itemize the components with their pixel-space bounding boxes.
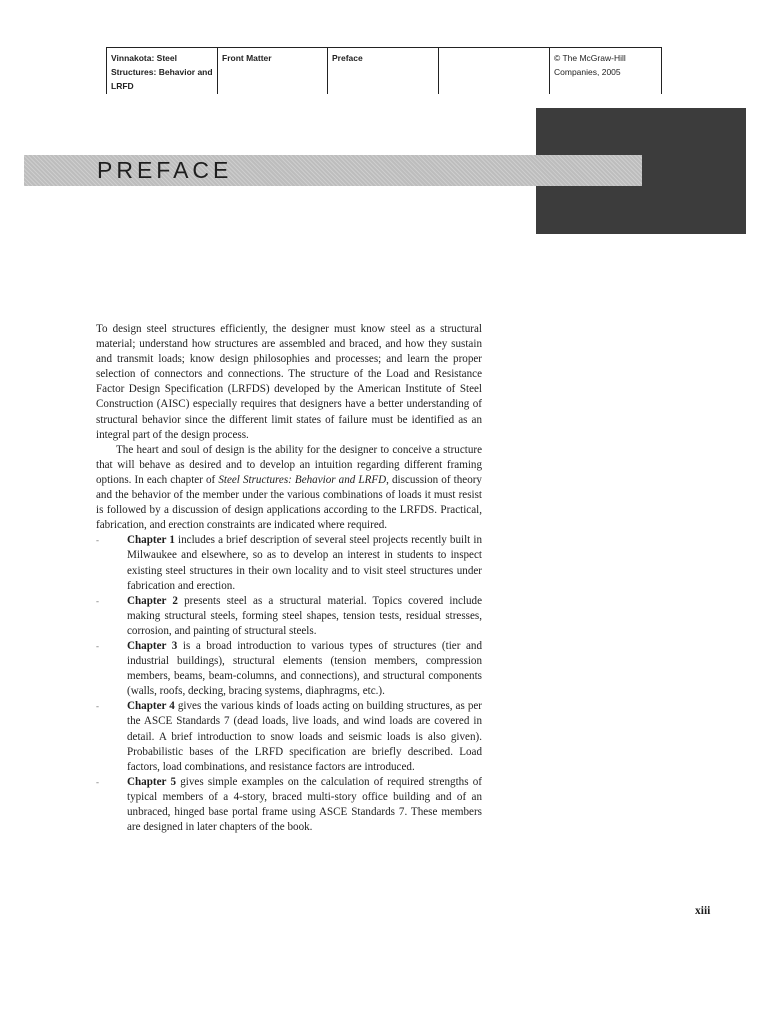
header-cell-section: Front Matter [217,48,327,94]
paragraph-intro [96,322,482,443]
header-cell-empty [438,48,549,94]
chapter-label: Chapter 1 [127,534,175,547]
list-item-chapter-4 [96,699,482,774]
list-item-chapter-1 [96,533,482,593]
book-title-italic: Steel Structures: Behavior and LRFD [218,473,387,486]
chapter-description: gives simple examples on the calculation of required strengths of typical members of a 4-story, braced multi-story office building and of an unbraced, hinged base portal frame using ASCE Standards 7. These members are designed in later chapters of the book. [127,775,482,834]
list-marker: - [96,701,99,712]
chapter-label: Chapter 5 [127,775,177,788]
page-title: PREFACE [97,157,233,183]
paragraph-text: To design steel structures efficiently, the designer must know steel as a structural material; understand how structures are assembled and braced, and how they sustain and transmit loads; know design philosophies and processes; and learn the proper selection of connectors and connections. The structure of the Load and Resistance Factor Design Specification (LRFDS) developed by the American Institute of Steel Construction (AISC) especially requires that designers have a better understanding of structural behavior since the different limit states of failure must be identified as an integral part of the design process. [96,323,482,441]
list-item-chapter-5 [96,775,482,835]
running-header [106,47,662,94]
header-cell-author-title: Vinnakota: Steel Structures: Behavior and LRFD [106,48,217,94]
list-marker: - [96,776,99,787]
title-band [24,155,642,186]
body-content [96,322,482,835]
paragraph-text: , discussion of theory and the behavior of the member under the various combinations of loads it must resist is followed by a discussion of design applications according to the LRFDS. Practical, fabrication, and erection constraints are indicated where required. [96,473,482,532]
paragraph-design [96,443,482,534]
chapter-description: presents steel as a structural material. Topics covered include making structural steels, forming steel shapes, tension tests, residual stresses, corrosion, and painting of structural steels. [127,594,483,637]
list-item-chapter-2 [96,594,482,639]
paragraph-text: The heart and soul of design is the ability for the designer to conceive a structure that will behave as desired and to develop an intuition regarding different framing options. In each chapter of [96,443,482,486]
chapter-label: Chapter 4 [127,700,175,713]
header-cell-chapter: Preface [327,48,438,94]
list-marker: - [96,595,99,606]
header-cell-copyright: © The McGraw-Hill Companies, 2005 [549,48,662,94]
chapter-label: Chapter 3 [127,639,178,652]
list-item-chapter-3 [96,639,482,699]
list-marker: - [96,535,99,546]
chapter-description: is a broad introduction to various types of structures (tier and industrial buildings), structural elements (tension members, compression members, beams, beam-columns, and connections), and structural components (walls, roofs, decking, bracing systems, diaphragms, etc.). [127,639,482,698]
chapter-label: Chapter 2 [127,594,178,607]
chapter-description: includes a brief description of several steel projects recently built in Milwaukee and elsewhere, so as to develop an interest in students to inspect existing steel structures in their own locality and to visit steel structures under fabrication and erection. [127,534,483,592]
chapter-description: gives the various kinds of loads acting on building structures, as per the ASCE Standards 7 (dead loads, live loads, and wind loads are covered in detail. A brief introduction to snow loads and seismic loads is also given). Probabilistic bases of the LRFD specification are briefly described. Load factors, load combinations, and resistance factors are introduced. [127,700,482,773]
page-number: xiii [695,905,711,917]
list-marker: - [96,640,99,651]
